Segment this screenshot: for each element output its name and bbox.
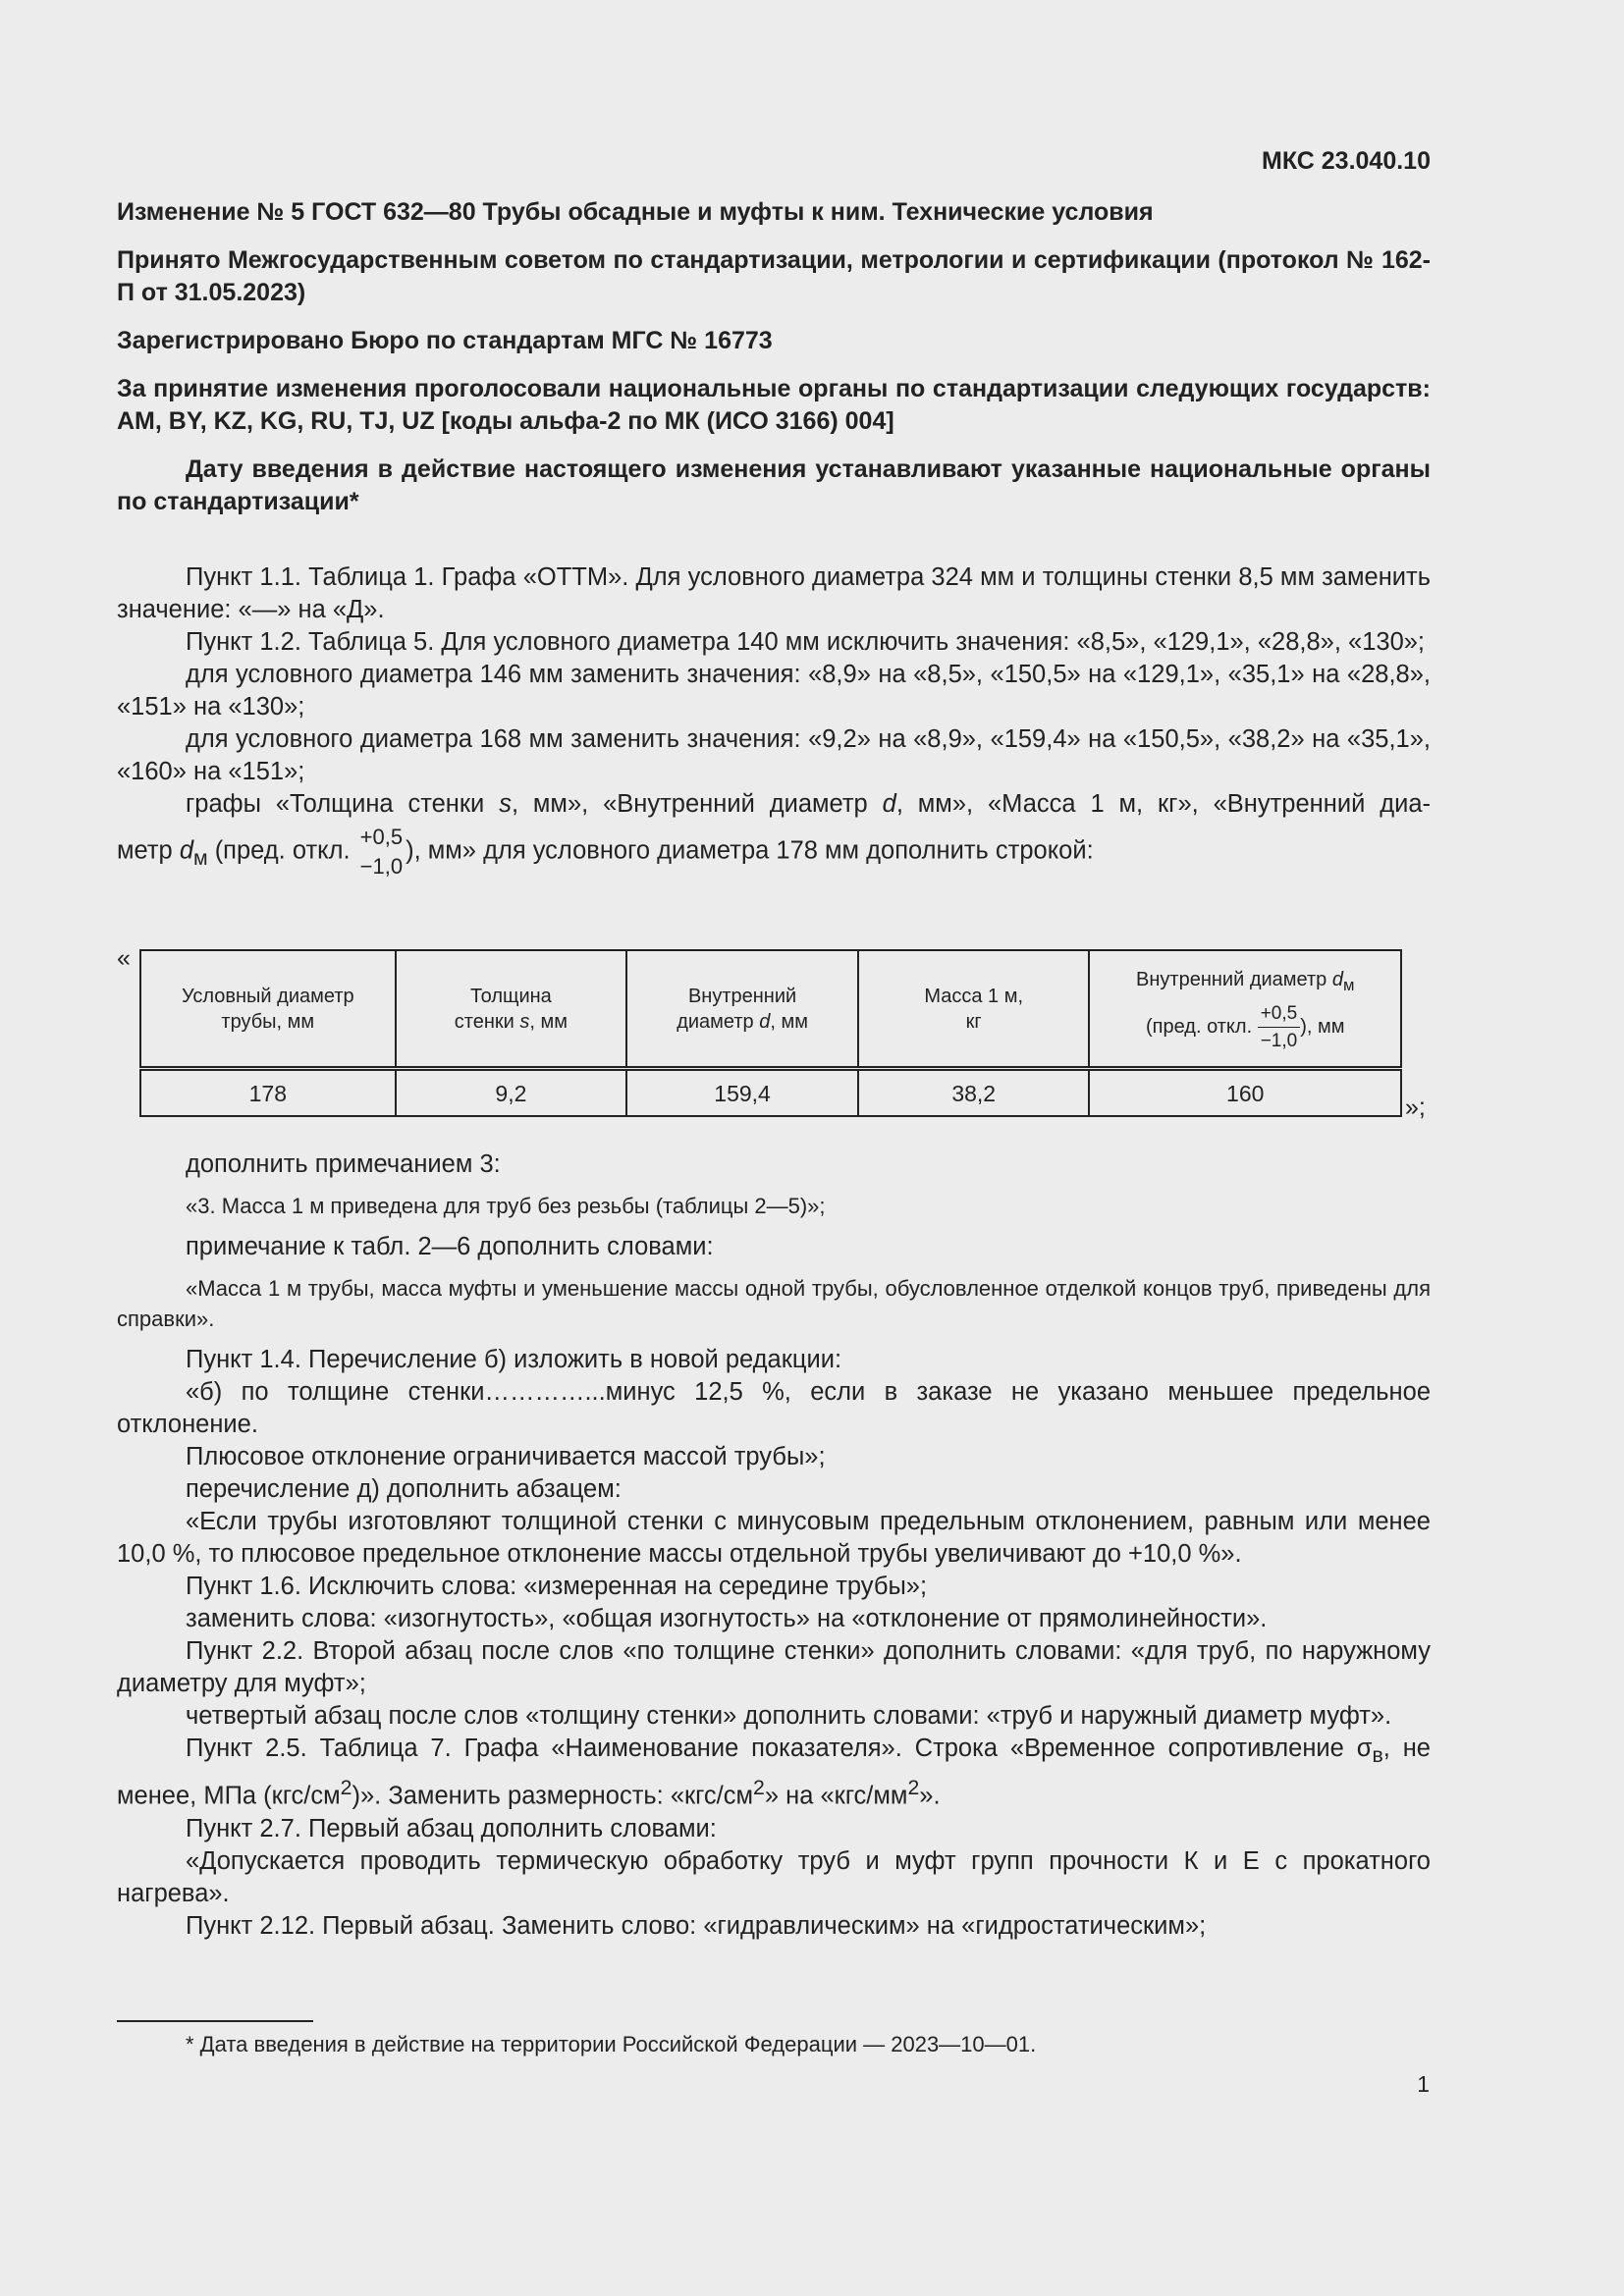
text-run: ».: [919, 1782, 941, 1810]
symbol-s: s: [519, 1010, 530, 1033]
tolerance-fraction: [1258, 1004, 1301, 1050]
page-number: 1: [1417, 2071, 1430, 2097]
fraction-denominator: −1,0: [1258, 1027, 1301, 1050]
header-text: Внутренний: [687, 985, 797, 1007]
header-text: трубы, мм: [221, 1010, 315, 1033]
text-run: Пункт 2.5. Таблица 7. Графа «Наименование показателя». Строка «Временное сопротивление σ: [186, 1735, 1373, 1762]
symbol-d: d: [179, 836, 193, 865]
paragraph: [117, 1733, 1431, 1813]
text-run: , не менее, МПа (кгс/см: [117, 1735, 1431, 1810]
symbol-d: d: [882, 790, 896, 818]
header-text: стенки: [454, 1010, 520, 1033]
symbol-s: s: [499, 790, 512, 818]
registered-note: Зарегистрировано Бюро по стандартам МГС № 16773: [117, 327, 773, 354]
table-cell: 9,2: [396, 1069, 627, 1117]
subscript: в: [1372, 1743, 1383, 1768]
body-block-3: [117, 1344, 1431, 1943]
text-run: графы «Толщина стенки: [186, 790, 500, 818]
paragraph: Пункт 2.12. Первый абзац. Заменить слово: «гидравлическим» на «гидростатическим»;: [186, 1911, 1207, 1940]
paragraph: дополнить примечанием 3:: [186, 1150, 501, 1178]
fraction-numerator: +0,5: [1260, 1003, 1298, 1024]
header-cell: [396, 950, 627, 1069]
paragraph: для условного диаметра 168 мм заменить значения: «9,2» на «8,9», «159,4» на «150,5», «38,2» на «35,1», «160» на «151»;: [117, 725, 1431, 785]
header-text: Масса 1 м,: [924, 985, 1024, 1007]
text-run: (пред. откл.: [207, 836, 357, 865]
insert-table: [139, 949, 1402, 1117]
text-run: ), мм» для условного диаметра 178 мм дополнить строкой:: [406, 836, 1094, 865]
paragraph: «Масса 1 м трубы, масса муфты и уменьшение массы одной трубы, обусловленное отделкой концов труб, приведены для справки».: [117, 1276, 1431, 1331]
text-run: )». Заменить размерность: «кгс/см: [352, 1782, 754, 1810]
paragraph: четвертый абзац после слов «толщину стенки» дополнить словами: «труб и наружный диаметр муфт».: [186, 1702, 1392, 1730]
paragraph: примечание к табл. 2—6 дополнить словами:: [186, 1233, 714, 1260]
paragraph: заменить слова: «изогнутость», «общая изогнутость» на «отклонение от прямолинейности».: [186, 1605, 1268, 1632]
table-cell: 159,4: [626, 1069, 858, 1117]
table-cell: 178: [140, 1069, 396, 1117]
paragraph: Пункт 1.6. Исключить слова: «измеренная на середине трубы»;: [186, 1573, 928, 1600]
paragraph: [117, 788, 1431, 821]
symbol-d: d: [1331, 969, 1343, 990]
header-cell: [858, 950, 1090, 1069]
paragraph: для условного диаметра 146 мм заменить значения: «8,9» на «8,5», «150,5» на «129,1», «35,1» на «28,8», «151» на «130»;: [117, 661, 1431, 721]
paragraph: «3. Масса 1 м приведена для труб без резьбы (таблицы 2—5)»;: [186, 1194, 826, 1218]
paragraph: Пункт 2.7. Первый абзац дополнить словами:: [186, 1814, 717, 1842]
header-block: [117, 196, 1431, 518]
voted-note: За принятие изменения проголосовали национальные органы по стандартизации следующих государств: AM, BY, KZ, KG, RU, TJ, UZ [коды альфа-2 по МК (ИСО 3166) 004]: [117, 375, 1431, 435]
table-close-quote: »;: [1405, 1094, 1426, 1121]
symbol-d: d: [759, 1010, 771, 1033]
footnote: * Дата введения в действие на территории Российской Федерации — 2023—10—01.: [186, 2032, 1037, 2056]
header-text: , мм: [529, 1010, 568, 1033]
header-text: , мм: [770, 1010, 808, 1033]
table-cell: 38,2: [858, 1069, 1090, 1117]
paragraph: «б) по толщине стенки…………...минус 12,5 %, если в заказе не указано меньшее предельное отклонение.: [117, 1378, 1431, 1438]
paragraph: перечисление д) дополнить абзацем:: [186, 1475, 622, 1503]
fraction-numerator: +0,5: [359, 825, 404, 849]
header-line: [1096, 967, 1394, 998]
paragraph: Пункт 1.4. Перечисление б) изложить в новой редакции:: [186, 1346, 842, 1373]
header-text: кг: [965, 1010, 982, 1033]
header-text: (пред. откл.: [1146, 1015, 1258, 1038]
header-cell: [626, 950, 858, 1069]
mks-code: МКС 23.040.10: [1262, 147, 1431, 175]
paragraph: [117, 827, 1431, 878]
text-run: , мм», «Масса 1 м, кг», «Внутренний диа-: [895, 790, 1431, 818]
table-header-row: [140, 950, 1401, 1069]
paragraph: «Допускается проводить термическую обработку труб и муфт групп прочности К и Е с прокатного нагрева».: [117, 1846, 1431, 1907]
table-cell: 160: [1089, 1069, 1401, 1117]
paragraph: Пункт 1.1. Таблица 1. Графа «ОТТМ». Для условного диаметра 324 мм и толщины стенки 8,5 мм заменить значение: «—» на «Д».: [117, 563, 1431, 623]
header-line: [1096, 1004, 1394, 1050]
header-cell: [1089, 950, 1401, 1069]
tolerance-fraction: [357, 827, 406, 878]
body-block-2: [117, 1148, 1431, 1943]
superscript: 2: [753, 1776, 765, 1800]
accepted-note: Принято Межгосударственным советом по стандартизации, метрологии и сертификации (протокол № 162-П от 31.05.2023): [117, 246, 1431, 306]
text-run: , мм», «Внутренний диаметр: [511, 790, 883, 818]
header-text: Условный диаметр: [181, 985, 354, 1007]
superscript: 2: [340, 1776, 352, 1800]
header-text: ), мм: [1300, 1015, 1345, 1038]
fraction-denominator: −1,0: [359, 854, 404, 879]
paragraph: «Если трубы изготовляют толщиной стенки с минусовым предельным отклонением, равным или менее 10,0 %, то плюсовое предельное отклонение массы отдельной трубы увеличивают до +10,0 %».: [117, 1508, 1431, 1568]
table-open-quote: «: [117, 944, 131, 972]
paragraph: Пункт 1.2. Таблица 5. Для условного диаметра 140 мм исключить значения: «8,5», «129,1», «28,8», «130»;: [186, 628, 1426, 656]
text-run: » на «кгс/мм: [764, 1782, 908, 1810]
body-block-1: [117, 561, 1431, 878]
header-cell: [140, 950, 396, 1069]
date-intro: Дату введения в действие настоящего изменения устанавливают указанные национальные органы по стандартизации*: [117, 455, 1431, 515]
header-text: Внутренний диаметр: [1136, 969, 1332, 990]
superscript: 2: [907, 1776, 920, 1800]
header-text: Толщина: [470, 985, 552, 1007]
table-row: [140, 1069, 1401, 1117]
amendment-title: Изменение № 5 ГОСТ 632—80 Трубы обсадные и муфты к ним. Технические условия: [117, 198, 1154, 226]
subscript: м: [193, 845, 208, 870]
paragraph: Плюсовое отклонение ограничивается массой трубы»;: [186, 1443, 826, 1470]
subscript: м: [1342, 976, 1355, 994]
header-text: диаметр: [677, 1010, 760, 1033]
text-run: метр: [117, 836, 180, 865]
paragraph: Пункт 2.2. Второй абзац после слов «по толщине стенки» дополнить словами: «для труб, по наружному диаметру для муфт»;: [117, 1637, 1431, 1697]
footnote-divider: [117, 2020, 313, 2022]
